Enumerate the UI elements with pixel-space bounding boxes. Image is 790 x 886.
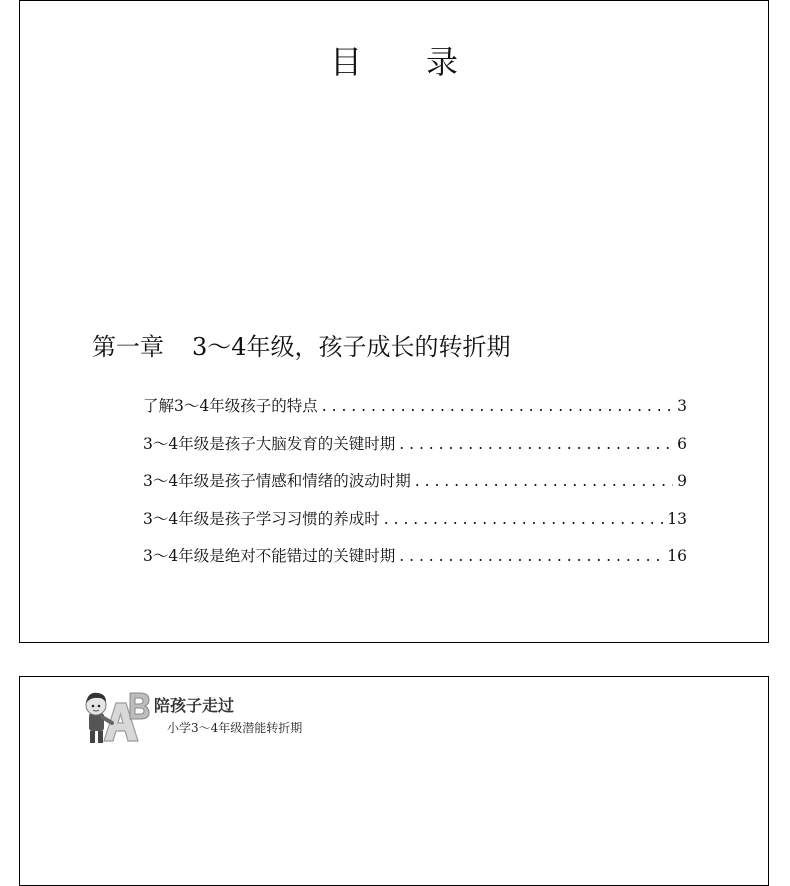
dot-leader — [399, 547, 663, 565]
boy-logo-icon — [78, 685, 150, 747]
toc-entry-page: 13 — [667, 509, 687, 528]
toc-entry-title: 3～4年级是孩子学习习惯的养成时 — [143, 509, 380, 528]
dot-leader — [415, 472, 673, 490]
toc-entry-page: 9 — [677, 472, 687, 490]
toc-entry-list — [143, 394, 687, 582]
toc-entry-title: 了解3～4年级孩子的特点 — [143, 397, 318, 415]
toc-entry-page: 16 — [667, 547, 687, 565]
toc-title: 目录 — [329, 43, 522, 81]
toc-page — [19, 0, 769, 643]
toc-entry[interactable] — [143, 432, 687, 470]
series-title: 陪孩子走过 — [154, 696, 235, 715]
toc-entry-title: 3～4年级是孩子情感和情绪的波动时期 — [143, 472, 411, 490]
next-page — [19, 676, 769, 886]
chapter-number: 第一章 — [92, 333, 164, 361]
toc-entry-title: 3～4年级是绝对不能错过的关键时期 — [143, 547, 396, 565]
toc-entry-page: 3 — [677, 397, 687, 415]
toc-entry-title: 3～4年级是孩子大脑发育的关键时期 — [143, 434, 396, 453]
toc-entry[interactable] — [143, 544, 687, 582]
chapter-title: 3～4年级，孩子成长的转折期 — [192, 333, 511, 361]
toc-entry-page: 6 — [677, 434, 687, 453]
dot-leader — [399, 435, 673, 453]
chapter-heading — [92, 327, 511, 362]
toc-entry[interactable] — [143, 469, 687, 507]
dot-leader — [384, 510, 664, 528]
dot-leader — [322, 397, 673, 415]
series-subtitle: 小学3～4年级潜能转折期 — [167, 721, 303, 735]
toc-entry[interactable] — [143, 507, 687, 545]
toc-entry[interactable] — [143, 394, 687, 432]
